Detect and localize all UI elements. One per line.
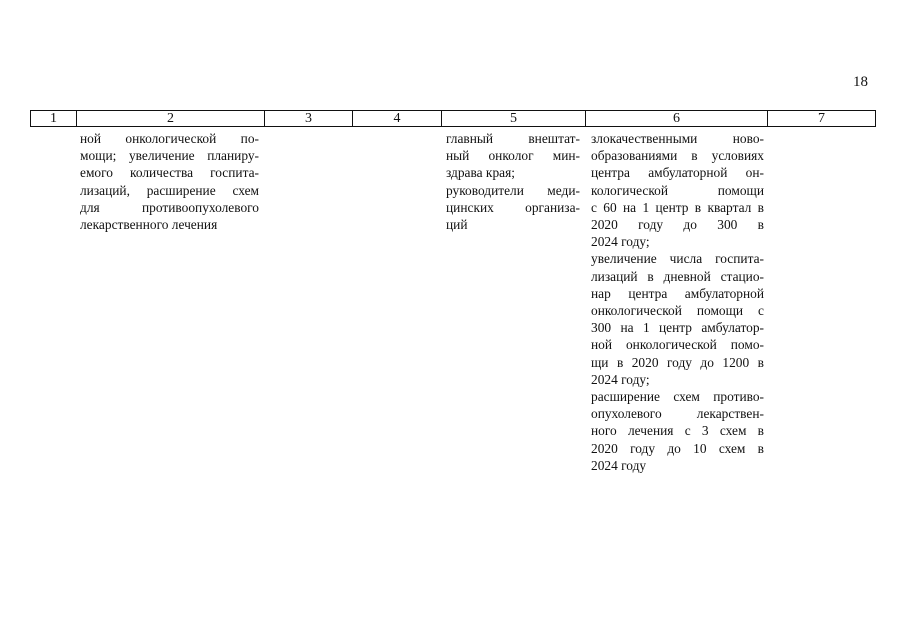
- text-line: ного лечения с 3 схем в: [591, 423, 764, 439]
- text-line: 300 на 1 центр амбулатор-: [591, 320, 764, 336]
- page-number: 18: [853, 74, 868, 90]
- text-line: злокачественными ново-: [591, 131, 764, 146]
- text-line: кологической помощи: [591, 182, 764, 198]
- text-line: 2020 году до 300 в: [591, 217, 764, 233]
- column-6-text: [591, 130, 764, 474]
- column-header-2: 2: [77, 111, 265, 126]
- text-line: щи в 2020 году до 1200 в: [591, 354, 764, 370]
- text-line: центра амбулаторной он-: [591, 165, 764, 181]
- text-line: ций: [446, 217, 468, 233]
- text-line: лизаций в дневной стацио-: [591, 268, 764, 284]
- text-line: ный онколог мин-: [446, 148, 580, 164]
- column-header-6: 6: [586, 111, 768, 126]
- text-line: 2020 году до 10 схем в: [591, 440, 764, 456]
- text-line: расширение схем противо-: [591, 389, 764, 405]
- column-header-7: 7: [818, 111, 825, 126]
- text-line: руководители меди-: [446, 182, 580, 198]
- column-header-4: 4: [353, 111, 442, 126]
- text-line: 2024 году: [591, 457, 647, 473]
- column-header-1: 1: [31, 111, 77, 126]
- table-header-row: [30, 110, 876, 127]
- text-line: ной онкологической по-: [80, 131, 259, 146]
- column-header-3: 3: [265, 111, 353, 126]
- text-line: образованиями в условиях: [591, 148, 764, 164]
- column-header-5: 5: [442, 111, 586, 126]
- text-line: лизаций, расширение схем: [80, 182, 259, 198]
- text-line: онкологической помощи с: [591, 303, 764, 319]
- text-line: мощи; увеличение планиру-: [80, 148, 259, 164]
- text-line: нар центра амбулаторной: [591, 285, 764, 301]
- text-line: цинских организа-: [446, 199, 580, 215]
- text-line: главный внештат-: [446, 131, 580, 146]
- text-line: опухолевого лекарствен-: [591, 406, 764, 422]
- column-2-text: [80, 130, 259, 233]
- text-line: 2024 году;: [591, 234, 650, 250]
- text-line: для противоопухолевого: [80, 199, 259, 215]
- text-line: ной онкологической помо-: [591, 337, 764, 353]
- column-5-text: [446, 130, 580, 233]
- text-line: лекарственного лечения: [80, 217, 218, 233]
- text-line: с 60 на 1 центр в квартал в: [591, 199, 764, 215]
- text-line: здрава края;: [446, 165, 515, 181]
- text-line: увеличение числа госпита-: [591, 251, 764, 267]
- text-line: емого количества госпита-: [80, 165, 259, 181]
- text-line: 2024 году;: [591, 371, 650, 387]
